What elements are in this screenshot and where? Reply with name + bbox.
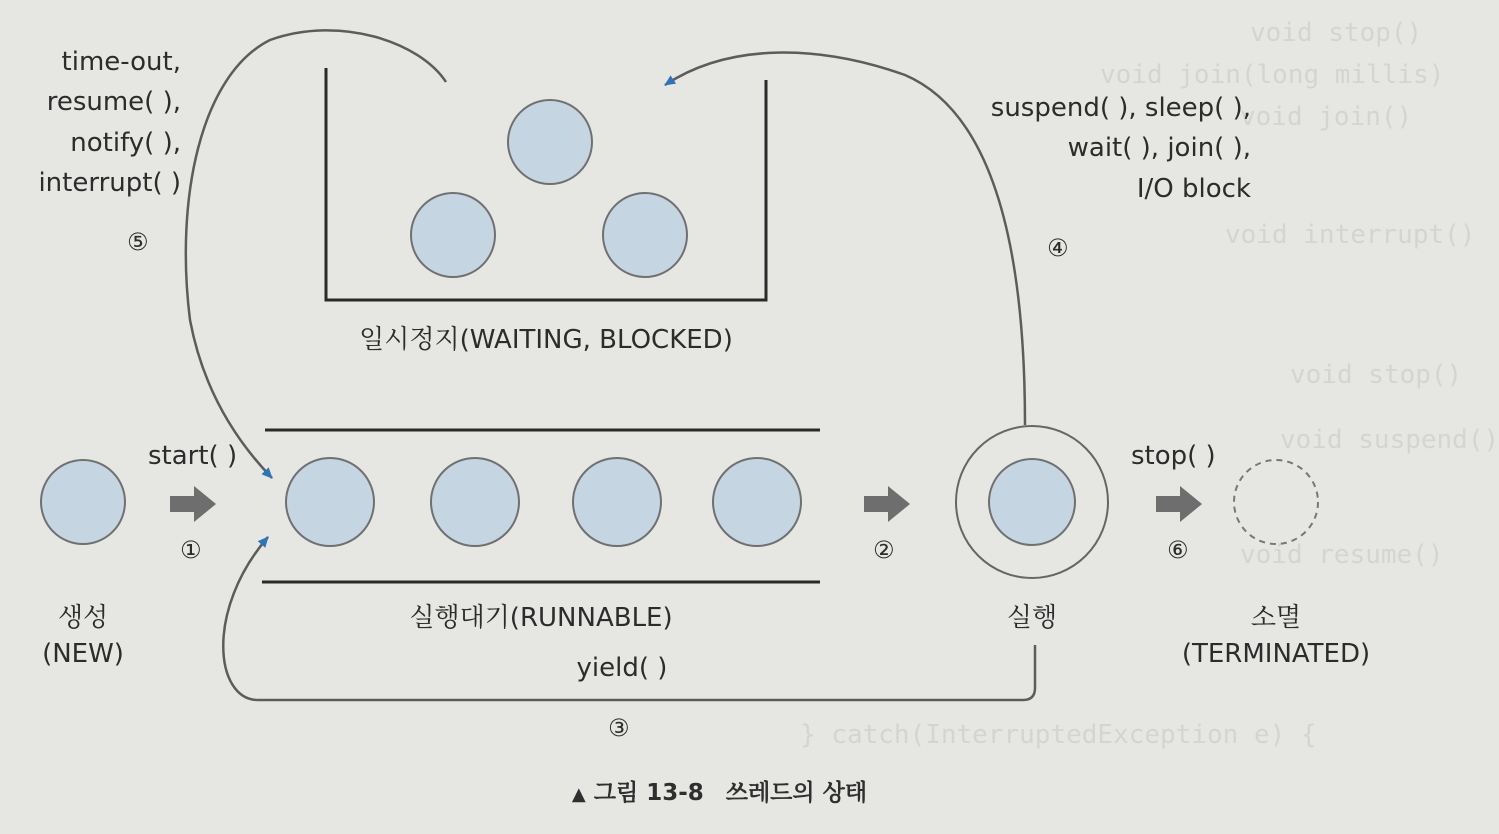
- figure-number: 그림 13-8: [593, 780, 704, 806]
- running-thread-circle: [989, 459, 1075, 545]
- waiting-state-label: 일시정지(WAITING, BLOCKED): [359, 325, 733, 355]
- waiting-exit-methods: [38, 42, 181, 203]
- bleed-through-text: void suspend(): [1280, 425, 1499, 455]
- block-arrow-dispatch: [864, 486, 910, 522]
- method-label: wait( ), join( ),: [1067, 133, 1251, 164]
- method-label: I/O block: [1136, 173, 1251, 204]
- block-arrow-stop: [1156, 486, 1202, 522]
- transition-number-2: ②: [873, 536, 895, 564]
- bleed-through-text: void resume(): [1240, 540, 1444, 570]
- yield-method-label: yield( ): [576, 653, 668, 683]
- state-name: 실행: [1006, 603, 1058, 633]
- waiting-entry-methods: [991, 88, 1251, 209]
- transition-number-6: ⑥: [1167, 536, 1189, 564]
- bleed-through-text: void join(long millis): [1100, 60, 1445, 90]
- arrow-to-runnable: [186, 30, 446, 478]
- method-label: interrupt( ): [38, 167, 181, 198]
- terminated-state-label: [1166, 600, 1386, 673]
- bleed-through-text: } catch(InterruptedException e) {: [800, 720, 1317, 750]
- transition-number-4: ④: [1047, 234, 1069, 262]
- state-code: (TERMINATED): [1181, 639, 1371, 670]
- method-label: suspend( ), sleep( ),: [990, 93, 1251, 123]
- method-label: resume( ),: [46, 87, 181, 118]
- running-state-label: [972, 600, 1092, 636]
- new-thread-circle: [41, 460, 125, 544]
- runnable-thread-circle: [573, 458, 661, 546]
- bleed-through-text: void interrupt(): [1225, 220, 1476, 250]
- figure-caption: [0, 774, 1439, 807]
- transition-number-3: ③: [608, 714, 630, 742]
- runnable-thread-circle: [286, 458, 374, 546]
- state-name: 생성: [57, 603, 109, 633]
- new-state-label: [23, 600, 143, 673]
- terminated-dashed-circle: [1234, 460, 1318, 544]
- transition-number-1: ①: [180, 536, 202, 564]
- stop-method-label: stop( ): [1131, 441, 1216, 471]
- bleed-through-text: void join(): [1240, 102, 1413, 132]
- runnable-state-label: 실행대기(RUNNABLE): [409, 603, 673, 633]
- waiting-thread-circle: [411, 193, 495, 277]
- state-name: 소멸: [1250, 603, 1302, 633]
- waiting-thread-circle: [603, 193, 687, 277]
- figure-title: 쓰레드의 상태: [725, 780, 868, 806]
- bleed-through-text: void stop(): [1290, 360, 1463, 390]
- runnable-thread-circle: [713, 458, 801, 546]
- block-arrow-start: [170, 486, 216, 522]
- transition-number-5: ⑤: [127, 228, 149, 256]
- caption-triangle-icon: ▲: [571, 784, 586, 805]
- start-method-label: start( ): [148, 441, 238, 471]
- bleed-through-text: void stop(): [1250, 18, 1423, 48]
- arrow-to-waiting: [665, 53, 1025, 425]
- method-label: time-out,: [61, 47, 181, 77]
- waiting-thread-circle: [508, 100, 592, 184]
- state-code: (NEW): [42, 639, 124, 670]
- method-label: notify( ),: [70, 127, 181, 158]
- runnable-thread-circle: [431, 458, 519, 546]
